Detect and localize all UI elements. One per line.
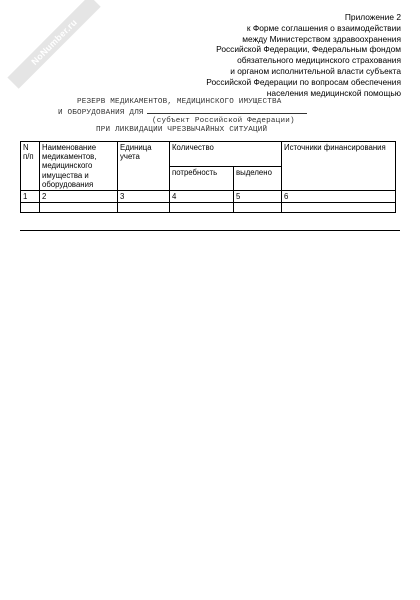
header-num: N п/п (21, 142, 40, 191)
appendix-line: и органом исполнительной власти субъекта (230, 65, 401, 76)
appendix-header (171, 12, 401, 98)
header-source: Источники финансирования (282, 142, 396, 191)
header-allocated: выделено (234, 166, 282, 191)
appendix-line: населения медицинской помощью (266, 87, 401, 98)
column-number: 1 (21, 191, 40, 203)
divider-line (20, 230, 400, 231)
header-quantity: Количество (170, 142, 282, 167)
column-number: 6 (282, 191, 396, 203)
document-title-line-2-text: И ОБОРУДОВАНИЯ ДЛЯ (58, 109, 144, 117)
appendix-line: Приложение 2 (344, 12, 401, 22)
column-number: 4 (170, 191, 234, 203)
document-title-line-2 (58, 107, 307, 117)
subject-fill-line (147, 107, 307, 114)
table-cell (40, 203, 118, 213)
table-cell (234, 203, 282, 213)
header-name: Наименование медикаментов, медицинского имущества и оборудования (40, 142, 118, 191)
header-need: потребность (170, 166, 234, 191)
table-cell (21, 203, 40, 213)
column-number: 3 (118, 191, 170, 203)
table-cell (118, 203, 170, 213)
appendix-line: к Форме соглашения о взаимодействии (246, 22, 401, 33)
table-header-row (21, 142, 396, 167)
column-number: 5 (234, 191, 282, 203)
column-number: 2 (40, 191, 118, 203)
appendix-line: Российской Федерации по вопросам обеспечения (206, 76, 401, 87)
reserve-table (20, 141, 396, 213)
appendix-line: обязательного медицинского страхования (237, 55, 401, 66)
document-title-line-1: РЕЗЕРВ МЕДИКАМЕНТОВ, МЕДИЦИНСКОГО ИМУЩЕСТВА (77, 98, 282, 106)
table-row (21, 191, 396, 203)
appendix-line: Российской Федерации, Федеральным фондом (216, 44, 401, 55)
document-title-line-3: ПРИ ЛИКВИДАЦИИ ЧРЕЗВЫЧАЙНЫХ СИТУАЦИЙ (96, 126, 268, 134)
table-cell (170, 203, 234, 213)
appendix-line: между Министерством здравоохранения (242, 33, 401, 44)
subject-caption: (субъект Российской Федерации) (152, 117, 295, 125)
watermark-nonumber: NoNumber.ru (7, 0, 101, 89)
table-row-empty (21, 203, 396, 213)
header-unit: Единица учета (118, 142, 170, 191)
table-cell (282, 203, 396, 213)
